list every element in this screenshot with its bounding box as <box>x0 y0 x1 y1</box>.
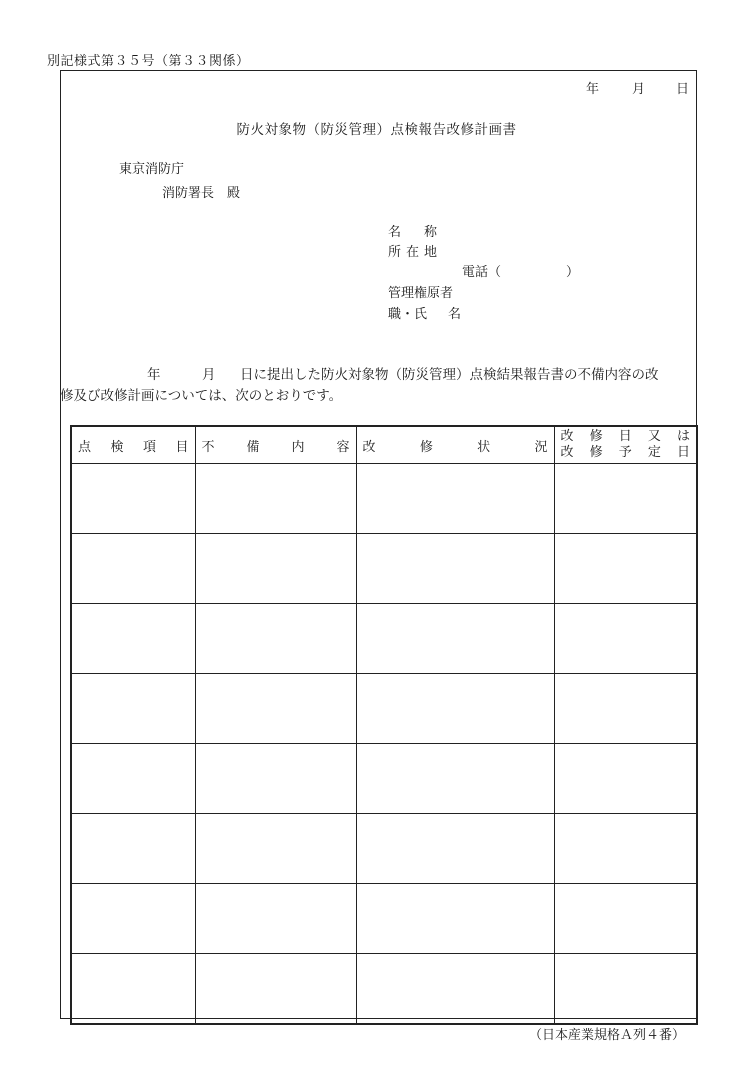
info-role-row <box>388 303 462 322</box>
repair-status-cell[interactable] <box>356 744 554 814</box>
improvement-table <box>70 425 698 1025</box>
header-repair-date <box>554 426 697 464</box>
header-repair-date-l1-char: 日 <box>618 429 632 444</box>
header-repair-date-l1-char: 又 <box>647 429 661 444</box>
inspection-item-cell[interactable] <box>71 534 195 604</box>
paper-size-note: （日本産業規格Ａ列４番） <box>529 1028 686 1043</box>
repair-status-cell[interactable] <box>356 604 554 674</box>
info-addr-a: 所 <box>388 245 402 260</box>
table-row <box>71 674 697 744</box>
header-deficiency <box>195 426 356 464</box>
header-repair-date-l2-char: 定 <box>647 445 661 460</box>
repair-status-cell[interactable] <box>356 814 554 884</box>
header-repair-status <box>356 426 554 464</box>
table-header-row <box>71 426 697 464</box>
repair-date-cell[interactable] <box>554 884 697 954</box>
repair-status-cell[interactable] <box>356 534 554 604</box>
table-row <box>71 954 697 1025</box>
repair-date-cell[interactable] <box>554 744 697 814</box>
header-repair-status-char: 状 <box>477 439 491 455</box>
deficiency-cell[interactable] <box>195 534 356 604</box>
repair-date-cell[interactable] <box>554 674 697 744</box>
inspection-item-cell[interactable] <box>71 674 195 744</box>
header-deficiency-char: 不 <box>201 439 215 455</box>
inspection-item-cell[interactable] <box>71 464 195 534</box>
addressee-chief: 消防署長 殿 <box>162 186 241 201</box>
date-day: 日 <box>676 82 690 97</box>
info-name-b: 称 <box>424 225 438 240</box>
header-deficiency-char: 備 <box>246 439 260 455</box>
repair-date-cell[interactable] <box>554 954 697 1025</box>
header-repair-status-char: 修 <box>419 439 433 455</box>
repair-status-cell[interactable] <box>356 464 554 534</box>
header-repair-date-l2-char: 日 <box>676 445 690 460</box>
addressee-org: 東京消防庁 <box>119 162 185 177</box>
header-inspection-item-char: 項 <box>142 439 156 455</box>
repair-date-cell[interactable] <box>554 464 697 534</box>
repair-date-cell[interactable] <box>554 604 697 674</box>
deficiency-cell[interactable] <box>195 954 356 1025</box>
table-row <box>71 604 697 674</box>
header-repair-date-l1-char: は <box>676 429 690 444</box>
repair-status-cell[interactable] <box>356 954 554 1025</box>
deficiency-cell[interactable] <box>195 674 356 744</box>
table-row <box>71 814 697 884</box>
repair-date-cell[interactable] <box>554 814 697 884</box>
form-label: 別記様式第３５号（第３３関係） <box>47 54 250 69</box>
date-month: 月 <box>632 82 646 97</box>
document-title: 防火対象物（防災管理）点検報告改修計画書 <box>236 122 517 138</box>
body-month: 月 <box>202 367 216 383</box>
info-phone: 電話（ ） <box>462 265 580 280</box>
deficiency-cell[interactable] <box>195 744 356 814</box>
header-inspection-item-char: 検 <box>110 439 124 455</box>
header-repair-status-char: 改 <box>362 439 376 455</box>
body-year: 年 <box>147 367 161 383</box>
inspection-item-cell[interactable] <box>71 744 195 814</box>
header-repair-date-l2-char: 予 <box>618 445 632 460</box>
inspection-item-cell[interactable] <box>71 884 195 954</box>
info-owner: 管理権原者 <box>388 286 454 301</box>
header-repair-date-l1-char: 改 <box>560 429 574 444</box>
inspection-item-cell[interactable] <box>71 604 195 674</box>
repair-status-cell[interactable] <box>356 884 554 954</box>
deficiency-cell[interactable] <box>195 884 356 954</box>
header-deficiency-char: 容 <box>336 439 350 455</box>
info-name-a: 名 <box>388 225 402 240</box>
deficiency-cell[interactable] <box>195 464 356 534</box>
header-repair-status-char: 況 <box>534 439 548 455</box>
inspection-item-cell[interactable] <box>71 954 195 1025</box>
info-name-row <box>388 221 438 240</box>
info-address-row <box>388 241 438 260</box>
header-deficiency-char: 内 <box>291 439 305 455</box>
header-inspection-item <box>71 426 195 464</box>
body-line-2: 修及び改修計画については、次のとおりです。 <box>60 388 343 404</box>
info-addr-b: 在 <box>406 245 420 260</box>
inspection-item-cell[interactable] <box>71 814 195 884</box>
table-row <box>71 744 697 814</box>
table-row <box>71 534 697 604</box>
table-row <box>71 464 697 534</box>
date-year: 年 <box>586 82 600 97</box>
header-inspection-item-char: 目 <box>175 439 189 455</box>
body-line1-rest: 日に提出した防火対象物（防災管理）点検結果報告書の不備内容の改 <box>240 367 659 383</box>
deficiency-cell[interactable] <box>195 604 356 674</box>
header-inspection-item-char: 点 <box>78 439 92 455</box>
repair-date-cell[interactable] <box>554 534 697 604</box>
repair-status-cell[interactable] <box>356 674 554 744</box>
table-row <box>71 884 697 954</box>
info-role-b: 名 <box>448 307 462 322</box>
header-repair-date-l2-char: 修 <box>589 445 603 460</box>
deficiency-cell[interactable] <box>195 814 356 884</box>
info-role-a: 職・氏 <box>388 307 428 322</box>
header-repair-date-l1-char: 修 <box>589 429 603 444</box>
info-addr-c: 地 <box>424 245 438 260</box>
header-repair-date-l2-char: 改 <box>560 445 574 460</box>
